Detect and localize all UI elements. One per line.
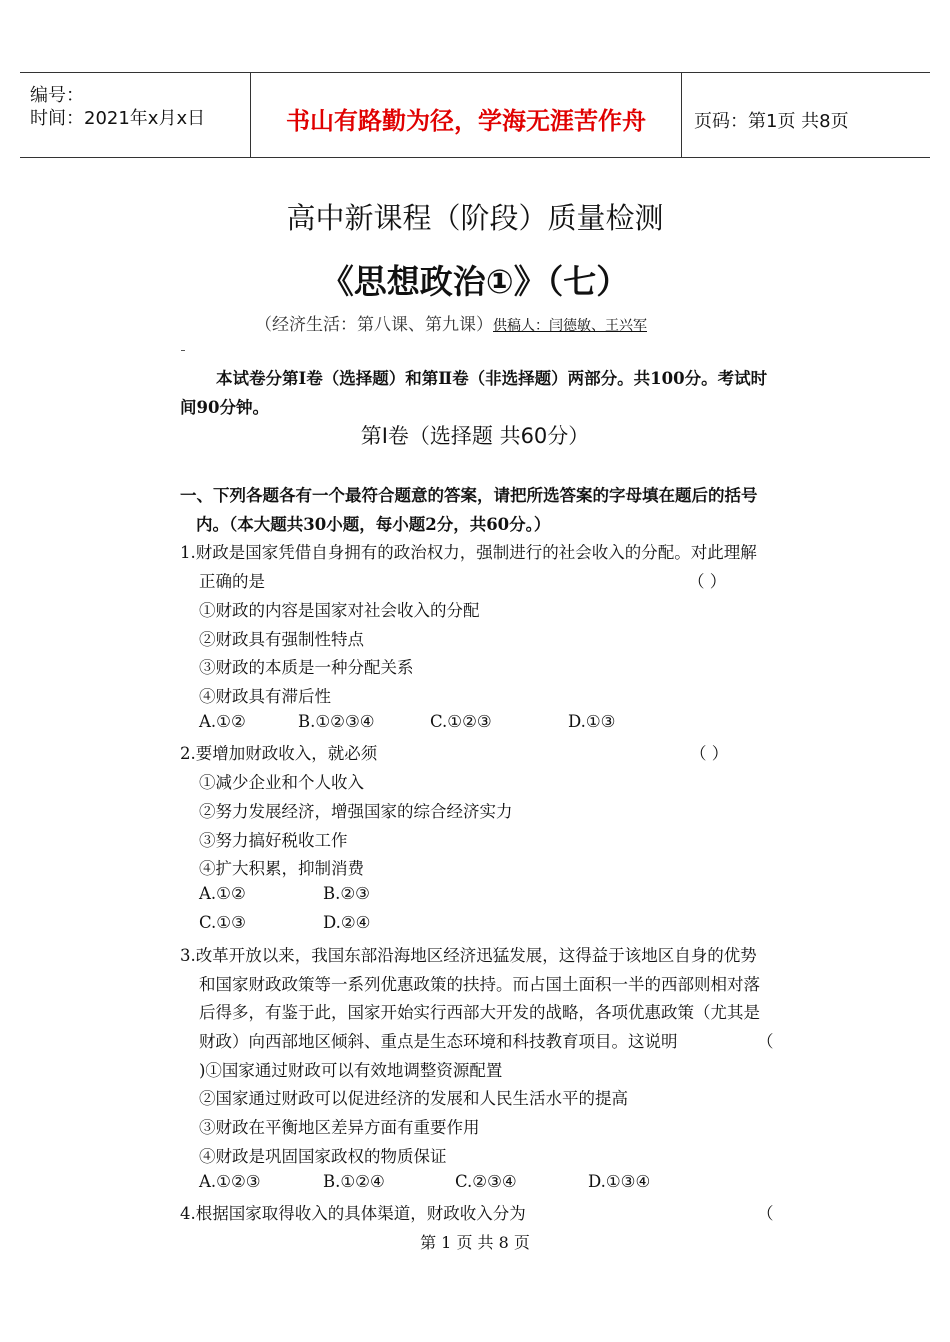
- header-page-label: 页码：第1页 共8页: [694, 111, 849, 132]
- q3-stem-line-1: 3.改革开放以来，我国东部沿海地区经济迅猛发展，这得益于该地区自身的优势: [180, 946, 757, 965]
- q1-option-c: C.①②③: [430, 712, 492, 731]
- q3-answer-paren-open: （: [757, 1032, 774, 1051]
- q3-stem-line-3: 后得多，有鉴于此，国家开始实行西部大开发的战略，各项优惠政策（尤其是: [199, 1003, 760, 1022]
- instruction-line-1: 一、下列各题各有一个最符合题意的答案，请把所选答案的字母填在题后的括号: [180, 486, 758, 505]
- header-right-cell: [682, 73, 930, 157]
- q3-statement-1: )①国家通过财政可以有效地调整资源配置: [199, 1061, 503, 1080]
- q1-answer-paren: （ ）: [688, 572, 727, 591]
- document-time-label: 时间：2021年x月x日: [30, 108, 206, 129]
- contributors: 供稿人：闫德敏、王兴军: [493, 318, 647, 334]
- q1-stem-line-1: 1.财政是国家凭借自身拥有的政治权力，强制进行的社会收入的分配。对此理解: [180, 543, 757, 562]
- q2-option-d: D.②④: [323, 913, 371, 932]
- document-number-label: 编号：: [30, 85, 84, 106]
- q2-statement-3: ③努力搞好税收工作: [199, 831, 348, 850]
- q1-statement-4: ④财政具有滞后性: [199, 687, 331, 706]
- q1-option-a: A.①②: [199, 712, 246, 731]
- q3-option-b: B.①②④: [323, 1172, 385, 1191]
- q3-statement-3: ③财政在平衡地区差异方面有重要作用: [199, 1118, 480, 1137]
- q4-stem: 4.根据国家取得收入的具体渠道，财政收入分为: [180, 1204, 526, 1223]
- q3-option-a: A.①②③: [199, 1172, 261, 1191]
- q3-stem-line-2: 和国家财政政策等一系列优惠政策的扶持。而占国土面积一半的西部则相对落: [199, 975, 760, 994]
- header-left-cell: [20, 73, 251, 157]
- q1-option-d: D.①③: [568, 712, 616, 731]
- q3-option-c: C.②③④: [455, 1172, 517, 1191]
- q2-option-a: A.①②: [199, 884, 246, 903]
- q2-statement-2: ②努力发展经济，增强国家的综合经济实力: [199, 802, 513, 821]
- instruction-line-2: 内。（本大题共30小题，每小题2分，共60分。）: [196, 515, 551, 534]
- header-motto: 书山有路勤为径，学海无涯苦作舟: [286, 107, 646, 135]
- q4-answer-paren-open: （: [757, 1204, 774, 1223]
- q2-statement-4: ④扩大积累，抑制消费: [199, 859, 364, 878]
- q2-option-c: C.①③: [199, 913, 246, 932]
- q1-statement-3: ③财政的本质是一种分配关系: [199, 658, 414, 677]
- q1-statement-1: ①财政的内容是国家对社会收入的分配: [199, 601, 480, 620]
- q1-stem-line-2: 正确的是: [199, 572, 265, 591]
- q2-option-b: B.②③: [323, 884, 370, 903]
- q2-statement-1: ①减少企业和个人收入: [199, 773, 364, 792]
- header-table: [20, 72, 930, 158]
- q2-answer-paren: （ ）: [690, 744, 729, 763]
- q3-statement-4: ④财政是巩固国家政权的物质保证: [199, 1147, 447, 1166]
- exam-intro: 本试卷分第Ⅰ卷（选择题）和第Ⅱ卷（非选择题）两部分。共100分。考试时间90分钟。: [180, 369, 768, 417]
- page-footer: 第 1 页 共 8 页: [420, 1233, 530, 1252]
- q1-statement-2: ②财政具有强制性特点: [199, 630, 364, 649]
- exam-subtitle: [255, 310, 647, 335]
- subtitle-text: （经济生活：第八课、第九课）: [255, 315, 493, 335]
- header-middle-cell: [251, 73, 682, 157]
- q3-stem-line-4: 财政）向西部地区倾斜、重点是生态环境和科技教育项目。这说明: [199, 1032, 678, 1051]
- exam-title: 高中新课程（阶段）质量检测: [286, 201, 664, 235]
- small-mark: [181, 350, 185, 351]
- q1-option-b: B.①②③④: [298, 712, 375, 731]
- q3-statement-2: ②国家通过财政可以促进经济的发展和人民生活水平的提高: [199, 1089, 628, 1108]
- section-title: 第Ⅰ卷（选择题 共60分）: [360, 424, 590, 448]
- q2-stem: 2.要增加财政收入，就必须: [180, 744, 378, 763]
- q3-option-d: D.①③④: [588, 1172, 651, 1191]
- exam-main-title: 《思想政治①》（七）: [320, 262, 630, 301]
